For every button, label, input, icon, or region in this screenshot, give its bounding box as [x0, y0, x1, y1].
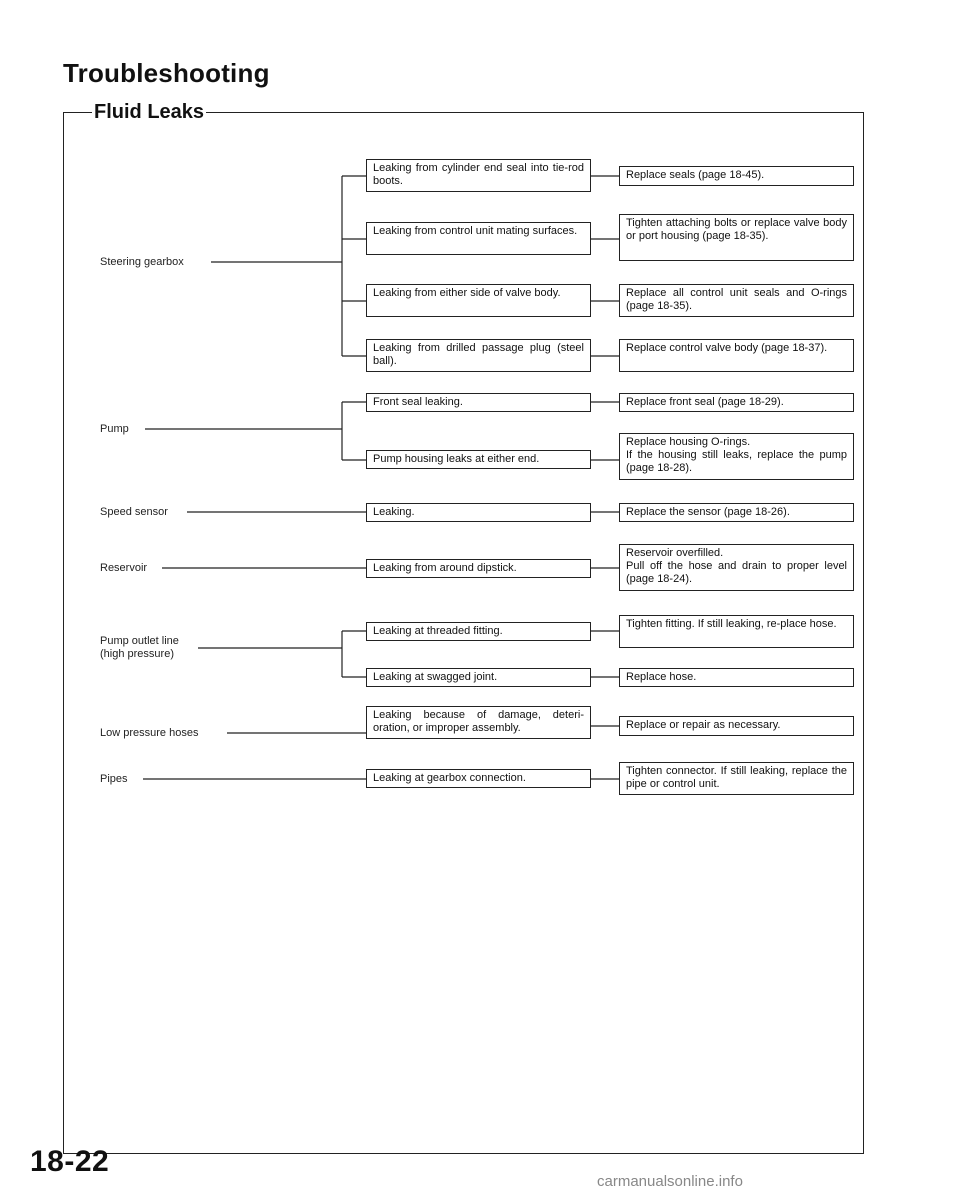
remedy-replace-control-unit-seals: Replace all control unit seals and O-rings (page 18-35).: [619, 284, 854, 317]
watermark: carmanualsonline.info: [597, 1173, 743, 1190]
cause-drilled-passage-plug: Leaking from drilled passage plug (steel ball).: [366, 339, 591, 372]
remedy-replace-control-valve-body: Replace control valve body (page 18-37).: [619, 339, 854, 372]
cause-pump-housing: Pump housing leaks at either end.: [366, 450, 591, 469]
remedy-tighten-bolts: Tighten attaching bolts or replace valve body or port housing (page 18-35).: [619, 214, 854, 261]
remedy-replace-housing-o-rings: [619, 433, 854, 480]
cause-damage-deterioration: Leaking because of damage, deteri-oration, or improper assembly.: [366, 706, 591, 739]
source-pipes: Pipes: [100, 773, 128, 785]
page-number: 18-22: [30, 1145, 110, 1178]
source-steering-gearbox: Steering gearbox: [100, 256, 184, 268]
cause-front-seal: Front seal leaking.: [366, 393, 591, 412]
source-low-pressure-hoses: Low pressure hoses: [100, 727, 199, 739]
remedy-replace-housing-line1: Replace housing O-rings.: [626, 436, 751, 448]
source-pump-outlet-line-sublabel: (high pressure): [100, 648, 174, 660]
remedy-reservoir-overfilled: [619, 544, 854, 591]
cause-swagged-joint: Leaking at swagged joint.: [366, 668, 591, 687]
source-pump-outlet-line-label: Pump outlet line: [100, 635, 179, 647]
cause-cylinder-end-seal: Leaking from cylinder end seal into tie-rod boots.: [366, 159, 591, 192]
remedy-tighten-connector: Tighten connector. If still leaking, replace the pipe or control unit.: [619, 762, 854, 795]
source-pump: Pump: [100, 423, 129, 435]
cause-control-unit-mating: Leaking from control unit mating surfaces.: [366, 222, 591, 255]
cause-speed-sensor-leaking: Leaking.: [366, 503, 591, 522]
section-title: Fluid Leaks: [94, 101, 205, 123]
remedy-replace-hose: Replace hose.: [619, 668, 854, 687]
cause-gearbox-connection: Leaking at gearbox connection.: [366, 769, 591, 788]
cause-valve-body-side: Leaking from either side of valve body.: [366, 284, 591, 317]
remedy-tighten-fitting: Tighten fitting. If still leaking, re-place hose.: [619, 615, 854, 648]
remedy-replace-or-repair: Replace or repair as necessary.: [619, 716, 854, 736]
source-speed-sensor: Speed sensor: [100, 506, 168, 518]
remedy-reservoir-line2: Pull off the hose and drain to proper level (page 18-24).: [626, 560, 847, 585]
source-reservoir: Reservoir: [100, 562, 148, 574]
remedy-reservoir-line1: Reservoir overfilled.: [626, 547, 724, 559]
remedy-replace-housing-line2: If the housing still leaks, replace the pump (page 18-28).: [626, 449, 847, 474]
cause-dipstick: Leaking from around dipstick.: [366, 559, 591, 578]
cause-threaded-fitting: Leaking at threaded fitting.: [366, 622, 591, 641]
remedy-replace-sensor: Replace the sensor (page 18-26).: [619, 503, 854, 522]
remedy-replace-seals: Replace seals (page 18-45).: [619, 166, 854, 186]
remedy-replace-front-seal: Replace front seal (page 18-29).: [619, 393, 854, 412]
source-pump-outlet-line: [100, 635, 179, 661]
page-title: Troubleshooting: [63, 58, 270, 88]
